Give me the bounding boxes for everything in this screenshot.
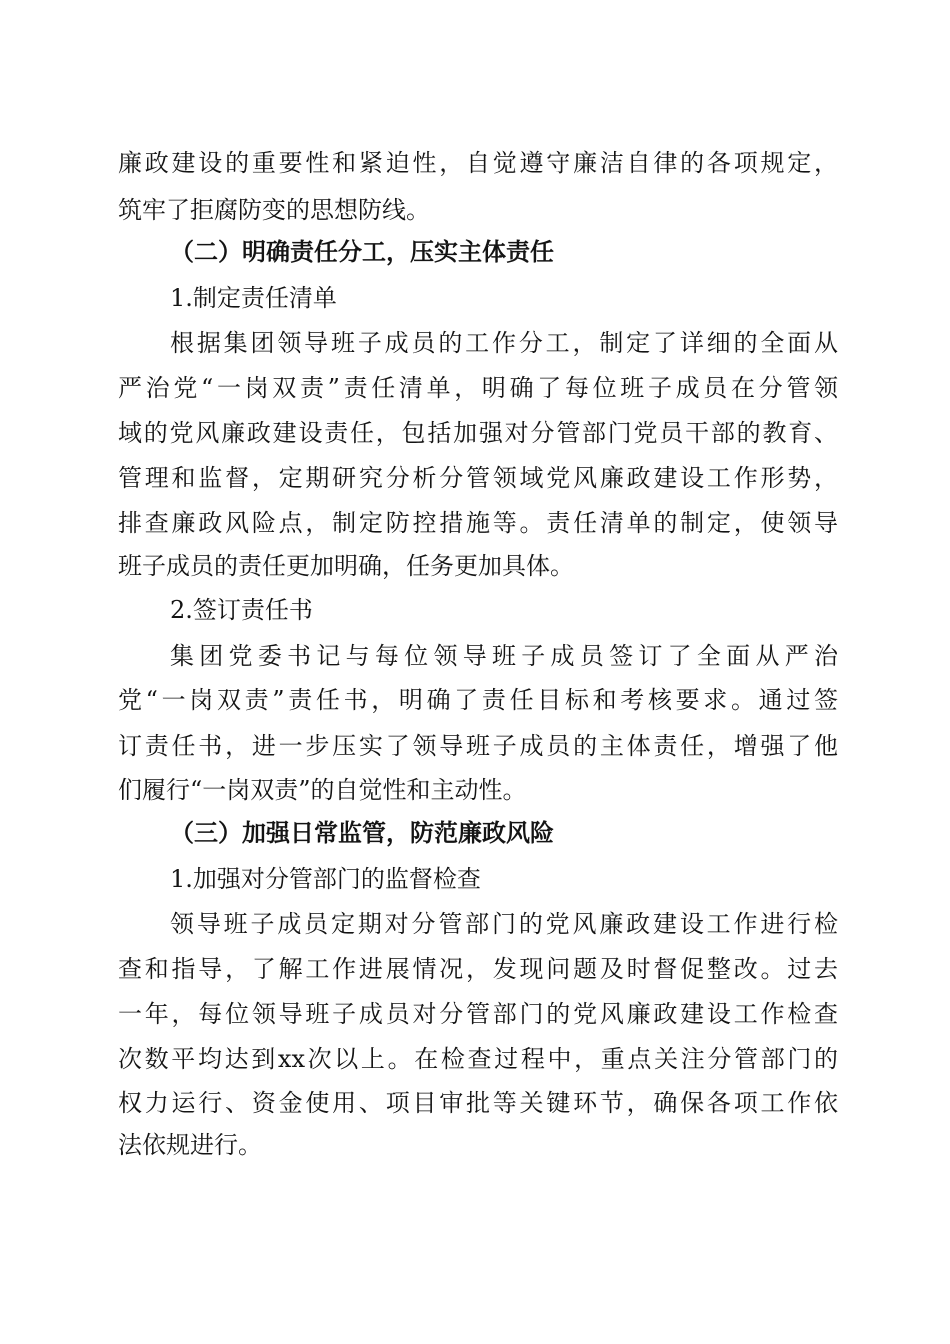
paragraph-line: 域的党风廉政建设责任，包括加强对分管部门党员干部的教育、 bbox=[118, 419, 838, 447]
paragraph-line: 筑牢了拒腐防变的思想防线。 bbox=[118, 196, 430, 224]
paragraph-line: 党“一岗双责”责任书，明确了责任目标和考核要求。通过签 bbox=[118, 686, 838, 714]
paragraph-line: 一年，每位领导班子成员对分管部门的党风廉政建设工作检查 bbox=[118, 1000, 838, 1028]
paragraph-line: 根据集团领导班子成员的工作分工，制定了详细的全面从 bbox=[170, 329, 838, 357]
section-heading: （三）加强日常监管，防范廉政风险 bbox=[170, 818, 554, 847]
paragraph-line: 班子成员的责任更加明确，任务更加具体。 bbox=[118, 552, 574, 580]
paragraph-line: 集团党委书记与每位领导班子成员签订了全面从严治 bbox=[170, 642, 838, 670]
paragraph-line: 排查廉政风险点，制定防控措施等。责任清单的制定，使领导 bbox=[118, 509, 838, 537]
paragraph-line: 查和指导，了解工作进展情况，发现问题及时督促整改。过去 bbox=[118, 955, 838, 983]
paragraph-line: 管理和监督，定期研究分析分管领域党风廉政建设工作形势， bbox=[118, 464, 838, 492]
section-heading: （二）明确责任分工，压实主体责任 bbox=[170, 237, 554, 266]
paragraph-line: 领导班子成员定期对分管部门的党风廉政建设工作进行检 bbox=[170, 910, 838, 938]
paragraph-line: 法依规进行。 bbox=[118, 1131, 262, 1159]
subsection-title: 1.加强对分管部门的监督检查 bbox=[170, 865, 481, 893]
paragraph-line: 权力运行、资金使用、项目审批等关键环节，确保各项工作依 bbox=[118, 1089, 838, 1117]
paragraph-line: 订责任书，进一步压实了领导班子成员的主体责任，增强了他 bbox=[118, 732, 838, 760]
paragraph-line: 们履行“一岗双责”的自觉性和主动性。 bbox=[118, 776, 527, 804]
paragraph-line: 严治党“一岗双责”责任清单，明确了每位班子成员在分管领 bbox=[118, 374, 838, 402]
subsection-title: 1.制定责任清单 bbox=[170, 284, 337, 312]
paragraph-line: 廉政建设的重要性和紧迫性，自觉遵守廉洁自律的各项规定， bbox=[118, 149, 838, 177]
paragraph-line: 次数平均达到xx次以上。在检查过程中，重点关注分管部门的 bbox=[118, 1045, 838, 1073]
subsection-title: 2.签订责任书 bbox=[170, 596, 313, 624]
